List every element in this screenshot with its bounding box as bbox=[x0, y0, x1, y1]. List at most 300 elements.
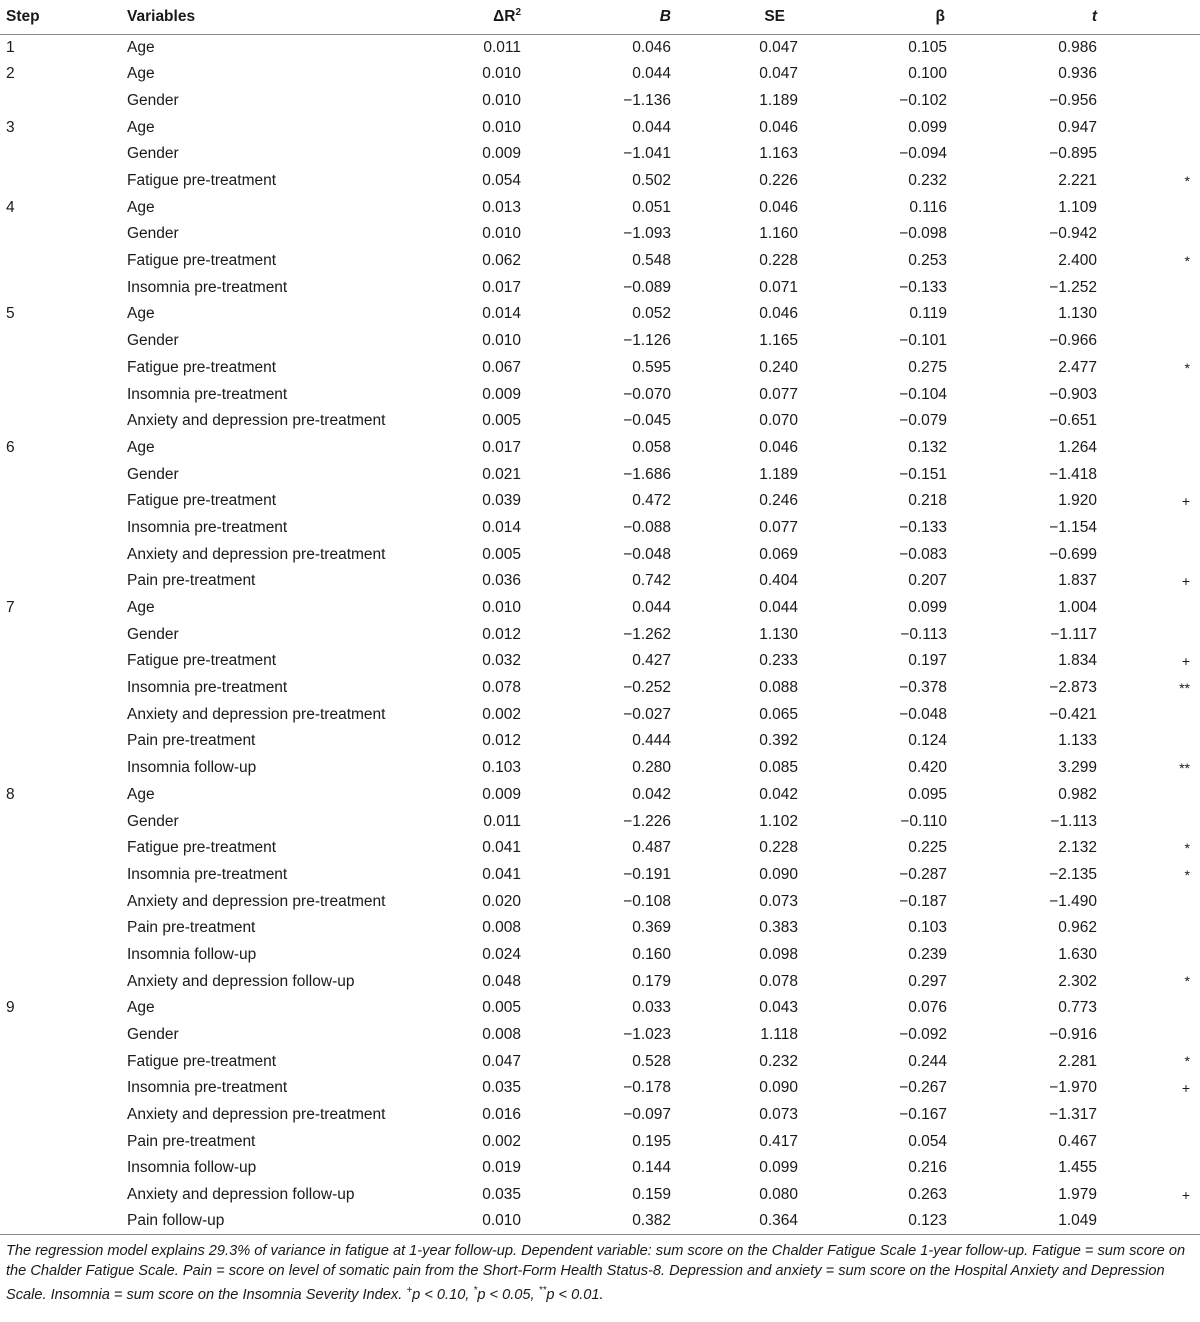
cell-beta: −0.113 bbox=[900, 625, 947, 643]
cell-step bbox=[0, 888, 116, 915]
cell-variable: Pain pre-treatment bbox=[127, 732, 256, 750]
cell-variable: Insomnia pre-treatment bbox=[127, 865, 288, 883]
cell-beta: 0.197 bbox=[908, 652, 947, 670]
cell-significance: + bbox=[1181, 1080, 1190, 1097]
table-row bbox=[0, 1048, 1200, 1075]
cell-delta-r2: 0.039 bbox=[482, 492, 521, 510]
table-row bbox=[0, 781, 1200, 808]
cell-beta: −0.094 bbox=[899, 145, 947, 163]
cell-se: 0.078 bbox=[759, 972, 798, 990]
header-b-text: B bbox=[659, 7, 671, 25]
cell-beta: 0.132 bbox=[908, 438, 947, 456]
cell-se: 0.232 bbox=[759, 1052, 798, 1070]
cell-b: 0.044 bbox=[632, 599, 671, 617]
cell-step bbox=[0, 1128, 116, 1155]
cell-variable: Anxiety and depression pre-treatment bbox=[127, 1106, 386, 1124]
header-delta-r2-text: ΔR bbox=[493, 8, 516, 26]
cell-se: 0.226 bbox=[759, 172, 798, 190]
cell-b: −1.136 bbox=[623, 91, 671, 109]
cell-beta: −0.378 bbox=[899, 679, 947, 697]
cell-significance bbox=[1097, 114, 1200, 141]
cell-se: 0.070 bbox=[759, 412, 798, 430]
cell-step bbox=[0, 941, 116, 968]
cell-b: −0.088 bbox=[623, 518, 671, 536]
table-row bbox=[0, 381, 1200, 408]
cell-beta: 0.207 bbox=[908, 572, 947, 590]
cell-significance bbox=[1097, 1208, 1200, 1235]
table-row bbox=[0, 274, 1200, 301]
cell-step bbox=[0, 675, 116, 702]
cell-beta: 0.263 bbox=[908, 1186, 947, 1204]
cell-variable: Gender bbox=[127, 332, 179, 350]
cell-b: 0.144 bbox=[632, 1159, 671, 1177]
cell-variable: Fatigue pre-treatment bbox=[127, 1052, 277, 1070]
cell-beta: −0.079 bbox=[899, 412, 947, 430]
cell-significance bbox=[1097, 1155, 1200, 1182]
cell-t: 0.467 bbox=[1058, 1132, 1097, 1150]
cell-step: 8 bbox=[6, 785, 15, 803]
cell-delta-r2: 0.009 bbox=[482, 785, 521, 803]
cell-significance bbox=[1097, 941, 1200, 968]
cell-significance bbox=[1097, 594, 1200, 621]
cell-significance bbox=[1097, 194, 1200, 221]
cell-beta: 0.232 bbox=[908, 172, 947, 190]
cell-variable: Insomnia pre-treatment bbox=[127, 518, 288, 536]
cell-t: 1.049 bbox=[947, 1208, 1097, 1235]
cell-delta-r2: 0.017 bbox=[482, 278, 521, 296]
cell-se: 0.417 bbox=[759, 1132, 798, 1150]
cell-significance bbox=[1097, 1021, 1200, 1048]
cell-t: 1.979 bbox=[1058, 1186, 1097, 1204]
cell-delta-r2: 0.048 bbox=[482, 972, 521, 990]
cell-se: 0.228 bbox=[759, 839, 798, 857]
cell-t: 0.773 bbox=[1058, 999, 1097, 1017]
cell-beta: −0.167 bbox=[899, 1106, 947, 1124]
cell-delta-r2: 0.062 bbox=[482, 252, 521, 270]
table-row bbox=[0, 755, 1200, 782]
cell-b: −0.097 bbox=[623, 1106, 671, 1124]
cell-se: 1.130 bbox=[759, 625, 798, 643]
cell-step bbox=[0, 1155, 116, 1182]
cell-variable: Age bbox=[127, 999, 155, 1017]
cell-significance bbox=[1097, 221, 1200, 248]
cell-variable: Anxiety and depression pre-treatment bbox=[127, 545, 386, 563]
cell-t: −1.418 bbox=[1049, 465, 1097, 483]
cell-delta-r2: 0.024 bbox=[482, 945, 521, 963]
cell-step bbox=[0, 808, 116, 835]
cell-delta-r2: 0.019 bbox=[482, 1159, 521, 1177]
cell-b: 0.042 bbox=[632, 785, 671, 803]
cell-b: −0.089 bbox=[623, 278, 671, 296]
cell-significance: * bbox=[1184, 359, 1190, 376]
cell-step: 1 bbox=[6, 38, 15, 56]
cell-b: 0.595 bbox=[632, 358, 671, 376]
cell-t: 1.630 bbox=[1058, 945, 1097, 963]
cell-t: 1.130 bbox=[1058, 305, 1097, 323]
cell-delta-r2: 0.035 bbox=[482, 1079, 521, 1097]
header-delta-r2-sup: 2 bbox=[515, 7, 521, 19]
header-t-text: t bbox=[1091, 7, 1097, 25]
cell-significance bbox=[1097, 408, 1200, 435]
cell-delta-r2: 0.012 bbox=[482, 732, 521, 750]
cell-significance bbox=[1097, 781, 1200, 808]
table-row bbox=[0, 87, 1200, 114]
table-row bbox=[0, 328, 1200, 355]
cell-t: 1.264 bbox=[1058, 438, 1097, 456]
cell-delta-r2: 0.010 bbox=[482, 118, 521, 136]
cell-step bbox=[0, 354, 116, 381]
cell-b: −0.108 bbox=[623, 892, 671, 910]
cell-significance bbox=[1097, 1128, 1200, 1155]
cell-b: 0.058 bbox=[632, 438, 671, 456]
cell-beta: −0.048 bbox=[899, 705, 947, 723]
cell-se: 1.118 bbox=[760, 1026, 798, 1044]
cell-step bbox=[0, 1208, 116, 1235]
cell-significance: + bbox=[1181, 653, 1190, 670]
cell-t: 2.477 bbox=[1058, 358, 1097, 376]
cell-t: 1.133 bbox=[1058, 732, 1097, 750]
cell-beta: −0.187 bbox=[899, 892, 947, 910]
cell-se: 0.071 bbox=[759, 278, 798, 296]
cell-step bbox=[0, 488, 116, 515]
cell-variable: Gender bbox=[127, 465, 179, 483]
cell-beta: −0.083 bbox=[899, 545, 947, 563]
cell-delta-r2: 0.016 bbox=[482, 1106, 521, 1124]
cell-step bbox=[0, 167, 116, 194]
cell-significance bbox=[1097, 141, 1200, 168]
cell-variable: Anxiety and depression pre-treatment bbox=[127, 412, 386, 430]
cell-variable: Anxiety and depression pre-treatment bbox=[127, 705, 386, 723]
cell-b: 0.046 bbox=[632, 38, 671, 56]
cell-step bbox=[0, 514, 116, 541]
cell-se: 0.043 bbox=[759, 999, 798, 1017]
cell-beta: 0.103 bbox=[908, 919, 947, 937]
cell-step bbox=[0, 1021, 116, 1048]
cell-delta-r2: 0.032 bbox=[482, 652, 521, 670]
cell-delta-r2: 0.054 bbox=[482, 172, 521, 190]
cell-delta-r2: 0.005 bbox=[482, 545, 521, 563]
table-row bbox=[0, 995, 1200, 1022]
cell-beta: 0.225 bbox=[908, 839, 947, 857]
cell-t: 0.982 bbox=[1058, 785, 1097, 803]
cell-variable: Gender bbox=[127, 812, 179, 830]
cell-se: 0.085 bbox=[759, 759, 798, 777]
table-row bbox=[0, 141, 1200, 168]
cell-beta: 0.100 bbox=[908, 65, 947, 83]
cell-beta: 0.116 bbox=[909, 198, 947, 216]
cell-significance: + bbox=[1181, 573, 1190, 590]
table-row bbox=[0, 701, 1200, 728]
cell-step bbox=[0, 728, 116, 755]
cell-step bbox=[0, 221, 116, 248]
cell-beta: −0.133 bbox=[899, 278, 947, 296]
cell-significance bbox=[1097, 621, 1200, 648]
cell-delta-r2: 0.021 bbox=[482, 465, 521, 483]
cell-variable: Fatigue pre-treatment bbox=[127, 172, 277, 190]
cell-variable: Anxiety and depression pre-treatment bbox=[127, 892, 386, 910]
cell-delta-r2: 0.036 bbox=[482, 572, 521, 590]
cell-variable: Insomnia pre-treatment bbox=[127, 679, 288, 697]
cell-step: 9 bbox=[6, 999, 15, 1017]
cell-t: 0.947 bbox=[1058, 118, 1097, 136]
cell-significance: ** bbox=[1179, 759, 1190, 776]
header-step: Step bbox=[0, 0, 116, 34]
cell-t: −0.699 bbox=[1049, 545, 1097, 563]
cell-significance bbox=[1097, 701, 1200, 728]
cell-b: 0.487 bbox=[632, 839, 671, 857]
cell-se: 0.090 bbox=[759, 865, 798, 883]
table-row bbox=[0, 861, 1200, 888]
cell-t: −1.154 bbox=[1049, 518, 1097, 536]
table-row bbox=[0, 434, 1200, 461]
cell-beta: −0.287 bbox=[899, 865, 947, 883]
cell-beta: 0.123 bbox=[798, 1208, 947, 1235]
cell-b: −0.178 bbox=[623, 1079, 671, 1097]
cell-delta-r2: 0.041 bbox=[482, 865, 521, 883]
table-header-row bbox=[0, 0, 1200, 34]
header-beta: β bbox=[798, 0, 947, 34]
footnote-sig2-symbol: * bbox=[473, 1285, 478, 1297]
cell-se: 0.046 bbox=[759, 305, 798, 323]
cell-delta-r2: 0.009 bbox=[482, 385, 521, 403]
cell-variable: Fatigue pre-treatment bbox=[127, 652, 277, 670]
cell-b: −1.023 bbox=[623, 1026, 671, 1044]
cell-significance: + bbox=[1181, 1186, 1190, 1203]
cell-delta-r2: 0.078 bbox=[482, 679, 521, 697]
cell-variable: Anxiety and depression follow-up bbox=[127, 1186, 355, 1204]
cell-t: −0.966 bbox=[1049, 332, 1097, 350]
cell-t: 1.837 bbox=[1058, 572, 1097, 590]
cell-delta-r2: 0.010 bbox=[482, 65, 521, 83]
cell-se: 0.233 bbox=[759, 652, 798, 670]
cell-variable: Gender bbox=[127, 225, 179, 243]
cell-delta-r2: 0.002 bbox=[482, 1132, 521, 1150]
table-row bbox=[0, 648, 1200, 675]
cell-b: −1.093 bbox=[623, 225, 671, 243]
cell-se: 0.228 bbox=[759, 252, 798, 270]
cell-se: 0.046 bbox=[759, 118, 798, 136]
cell-step: 5 bbox=[6, 305, 15, 323]
cell-se: 0.240 bbox=[759, 358, 798, 376]
table-row bbox=[0, 354, 1200, 381]
cell-variable: Insomnia pre-treatment bbox=[127, 385, 288, 403]
table-row bbox=[0, 1155, 1200, 1182]
cell-t: 2.132 bbox=[1058, 839, 1097, 857]
cell-variable: Insomnia pre-treatment bbox=[127, 1079, 288, 1097]
table-row bbox=[0, 1128, 1200, 1155]
cell-se: 0.099 bbox=[759, 1159, 798, 1177]
table-row bbox=[0, 1208, 1200, 1235]
cell-variable: Age bbox=[127, 118, 155, 136]
cell-se: 1.189 bbox=[759, 465, 798, 483]
table-row bbox=[0, 167, 1200, 194]
cell-significance bbox=[1097, 61, 1200, 88]
table-row bbox=[0, 408, 1200, 435]
cell-b: 0.044 bbox=[632, 118, 671, 136]
cell-beta: 0.420 bbox=[908, 759, 947, 777]
cell-se: 0.383 bbox=[759, 919, 798, 937]
table-row bbox=[0, 808, 1200, 835]
cell-t: −2.135 bbox=[1049, 865, 1097, 883]
cell-se: 0.098 bbox=[759, 945, 798, 963]
cell-b: −0.191 bbox=[623, 865, 671, 883]
header-t bbox=[947, 0, 1097, 34]
cell-significance bbox=[1097, 34, 1200, 61]
cell-se: 1.189 bbox=[759, 91, 798, 109]
cell-se: 0.077 bbox=[759, 385, 798, 403]
cell-beta: −0.098 bbox=[899, 225, 947, 243]
table-row bbox=[0, 301, 1200, 328]
cell-variable: Gender bbox=[127, 1026, 179, 1044]
cell-t: 1.109 bbox=[1058, 198, 1097, 216]
cell-se: 0.046 bbox=[759, 198, 798, 216]
cell-beta: 0.297 bbox=[908, 972, 947, 990]
cell-step bbox=[0, 87, 116, 114]
cell-beta: −0.102 bbox=[899, 91, 947, 109]
cell-t: −1.490 bbox=[1049, 892, 1097, 910]
cell-beta: 0.076 bbox=[908, 999, 947, 1017]
cell-t: 2.302 bbox=[1058, 972, 1097, 990]
cell-t: −0.916 bbox=[1049, 1026, 1097, 1044]
cell-se: 1.165 bbox=[759, 332, 798, 350]
cell-step bbox=[0, 755, 116, 782]
cell-step: 6 bbox=[6, 438, 15, 456]
table-row bbox=[0, 1182, 1200, 1209]
header-se: SE bbox=[671, 0, 798, 34]
cell-significance bbox=[1097, 461, 1200, 488]
cell-se: 0.364 bbox=[671, 1208, 798, 1235]
cell-significance bbox=[1097, 728, 1200, 755]
cell-se: 0.047 bbox=[759, 65, 798, 83]
cell-b: 0.369 bbox=[632, 919, 671, 937]
cell-delta-r2: 0.017 bbox=[482, 438, 521, 456]
cell-step bbox=[0, 328, 116, 355]
table-row bbox=[0, 61, 1200, 88]
table-row bbox=[0, 968, 1200, 995]
cell-delta-r2: 0.010 bbox=[482, 225, 521, 243]
cell-b: 0.033 bbox=[632, 999, 671, 1017]
cell-delta-r2: 0.041 bbox=[482, 839, 521, 857]
table-row bbox=[0, 194, 1200, 221]
cell-variable: Insomnia follow-up bbox=[127, 1159, 257, 1177]
cell-b: −1.041 bbox=[623, 145, 671, 163]
cell-b: −1.686 bbox=[623, 465, 671, 483]
cell-t: −2.873 bbox=[1049, 679, 1097, 697]
footnote-sig1-symbol: + bbox=[406, 1285, 413, 1297]
cell-t: −0.942 bbox=[1049, 225, 1097, 243]
cell-se: 0.077 bbox=[759, 518, 798, 536]
cell-se: 1.160 bbox=[759, 225, 798, 243]
cell-variable: Age bbox=[127, 38, 155, 56]
table-row bbox=[0, 34, 1200, 61]
cell-t: −0.903 bbox=[1049, 385, 1097, 403]
cell-se: 0.042 bbox=[759, 785, 798, 803]
cell-delta-r2: 0.013 bbox=[482, 198, 521, 216]
cell-delta-r2: 0.067 bbox=[482, 358, 521, 376]
cell-se: 0.088 bbox=[759, 679, 798, 697]
cell-delta-r2: 0.008 bbox=[482, 919, 521, 937]
cell-t: 0.986 bbox=[1058, 38, 1097, 56]
cell-variable: Fatigue pre-treatment bbox=[127, 492, 277, 510]
cell-b: −0.048 bbox=[623, 545, 671, 563]
cell-step: 4 bbox=[6, 198, 15, 216]
table-row bbox=[0, 248, 1200, 275]
cell-se: 1.163 bbox=[759, 145, 798, 163]
cell-beta: 0.244 bbox=[908, 1052, 947, 1070]
cell-significance bbox=[1097, 301, 1200, 328]
cell-step bbox=[0, 968, 116, 995]
table-row bbox=[0, 621, 1200, 648]
cell-step: 2 bbox=[6, 65, 15, 83]
cell-beta: 0.275 bbox=[908, 358, 947, 376]
footnote-sig3-symbol: ** bbox=[538, 1285, 547, 1297]
cell-significance: * bbox=[1184, 172, 1190, 189]
cell-step bbox=[0, 541, 116, 568]
cell-variable: Age bbox=[127, 599, 155, 617]
cell-t: −1.252 bbox=[1049, 278, 1097, 296]
cell-step bbox=[0, 274, 116, 301]
cell-beta: 0.095 bbox=[908, 785, 947, 803]
cell-variable: Pain pre-treatment bbox=[127, 572, 256, 590]
cell-variable: Insomnia pre-treatment bbox=[127, 278, 288, 296]
table-row bbox=[0, 675, 1200, 702]
cell-step: 3 bbox=[6, 118, 15, 136]
cell-b: 0.051 bbox=[632, 198, 671, 216]
cell-se: 0.047 bbox=[759, 38, 798, 56]
cell-step bbox=[0, 835, 116, 862]
cell-delta-r2: 0.103 bbox=[482, 759, 521, 777]
cell-variable: Age bbox=[127, 305, 155, 323]
cell-t: 1.455 bbox=[1058, 1159, 1097, 1177]
cell-beta: −0.110 bbox=[900, 812, 947, 830]
cell-step bbox=[0, 248, 116, 275]
cell-significance bbox=[1097, 808, 1200, 835]
cell-b: −0.027 bbox=[623, 705, 671, 723]
cell-t: 2.221 bbox=[1058, 172, 1097, 190]
cell-delta-r2: 0.011 bbox=[483, 38, 521, 56]
cell-beta: 0.099 bbox=[908, 599, 947, 617]
cell-beta: 0.099 bbox=[908, 118, 947, 136]
cell-significance bbox=[1097, 541, 1200, 568]
footnote-sig2: p < 0.05, bbox=[477, 1287, 539, 1304]
cell-significance bbox=[1097, 434, 1200, 461]
cell-step bbox=[0, 915, 116, 942]
table-row bbox=[0, 728, 1200, 755]
cell-t: −1.970 bbox=[1049, 1079, 1097, 1097]
cell-variable: Gender bbox=[127, 625, 179, 643]
cell-se: 0.065 bbox=[759, 705, 798, 723]
table-row bbox=[0, 568, 1200, 595]
footnote-sig1: p < 0.10, bbox=[412, 1287, 474, 1304]
table-row bbox=[0, 1075, 1200, 1102]
cell-b: 0.179 bbox=[632, 972, 671, 990]
cell-se: 0.392 bbox=[759, 732, 798, 750]
cell-b: −0.070 bbox=[623, 385, 671, 403]
cell-se: 0.246 bbox=[759, 492, 798, 510]
table-row bbox=[0, 514, 1200, 541]
cell-t: 2.400 bbox=[1058, 252, 1097, 270]
table-footnote bbox=[0, 1235, 1200, 1305]
cell-variable: Pain follow-up bbox=[116, 1208, 408, 1235]
cell-se: 0.046 bbox=[759, 438, 798, 456]
header-significance bbox=[1097, 0, 1200, 34]
cell-significance: ** bbox=[1179, 679, 1190, 696]
cell-delta-r2: 0.010 bbox=[482, 599, 521, 617]
cell-se: 0.073 bbox=[759, 892, 798, 910]
cell-t: 1.004 bbox=[1058, 599, 1097, 617]
cell-significance bbox=[1097, 328, 1200, 355]
cell-t: −0.895 bbox=[1049, 145, 1097, 163]
